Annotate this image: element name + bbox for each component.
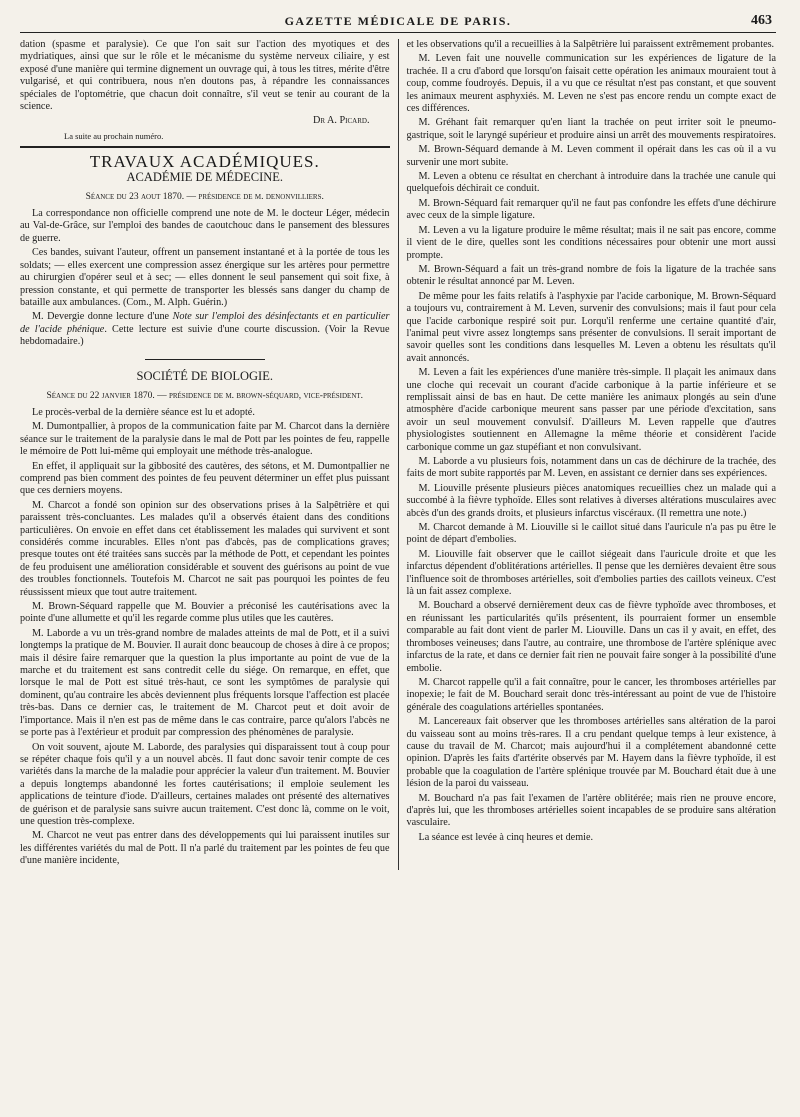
paragraph: M. Brown-Séquard demande à M. Leven comment il opérait dans les cas où il a vu survenir une mort subite.: [406, 144, 776, 168]
paragraph: M. Bouchard n'a pas fait l'examen de l'artère oblitérée; mais rien ne prouve encore, d'après lui, que les thromboses artérielles soient incapables de se produire sans altération vasculaire.: [406, 792, 776, 829]
continued-note: La suite au prochain numéro.: [64, 130, 164, 141]
paragraph: et les observations qu'il a recueillies à la Salpêtrière lui paraissent extrêmement probantes.: [406, 39, 775, 50]
author-signature: Dr A. Picard.: [313, 115, 370, 127]
divider: [145, 359, 265, 360]
running-head: [20, 10, 776, 33]
paragraph: M. Gréhant fait remarquer qu'en liant la trachée on peut irriter soit le pneumo-gastrique, soit le laryngé supérieur et produire ainsi un arrêt des mouvements respiratoires.: [406, 117, 776, 141]
paragraph: On voit souvent, ajoute M. Laborde, des paralysies qui disparaissent tout à coup pour se répéter chaque fois qu'il y a un nouvel abcès. Il faut donc savoir tenir compte de ces variétés dans la marche de la maladie pour apprécier la valeur d'un traitement. M. Bouvier a depuis longtemps abandonné les fortes cautérisations; il emploie seulement les applications de teinture d'iode. D'ailleurs, certaines malades ont présenté des alternatives de guérison et de paralysie sans suivre aucun traitement. C'est donc là, comme on le voit, une question très-complexe.: [20, 741, 390, 827]
paragraph: M. Devergie donne lecture d'une Note sur l'emploi des désinfectants et en particulier de l'acide phénique. Cette lecture est suivie d'une courte discussion. (Voir la Revue hebdomadaire.): [20, 311, 390, 348]
societe-title: SOCIÉTÉ DE BIOLOGIE.: [136, 368, 273, 383]
paragraph: M. Laborde a vu plusieurs fois, notamment dans un cas de déchirure de la trachée, des faits de mort subite rapportés par M. Leven, en assistant ce dernier dans ses expériences.: [406, 456, 776, 480]
paragraph: En effet, il appliquait sur la gibbosité des cautères, des sétons, et M. Dumontpallier ne comprend pas bien comment des pointes de feu peuvent déterminer un effet plus puissant que ces derniers moyens.: [20, 460, 390, 497]
paragraph: M. Liouville présente plusieurs pièces anatomiques recueillies chez un malade qui a succombé à la fièvre typhoïde. Elles sont relatives à diverses altérations musculaires avec abcès d'un des grands droits, et plusieurs infarctus viscéraux. (Il remettra une note.): [406, 482, 776, 519]
paragraph: M. Lancereaux fait observer que les thromboses artérielles sans altération de la paroi du vaisseau sont au moins très-rares. Il a cru pendant quelque temps à leur existence, à cause du travail de M. Charcot; mais aujourd'hui il a complétement abandonné cette opinion. D'après les faits d'artérite observés par M. Hayem dans la fièvre typhoïde, il est probable que la coagulation de l'artère splénique trouvée par M. Bouchard était due à une lésion de la paroi du vaisseau.: [406, 716, 776, 790]
paragraph: M. Dumontpallier, à propos de la communication faite par M. Charcot dans la dernière séance sur le traitement de la paralysie dans le mal de Pott par les pointes de feu, rappelle le mémoire de Pott lui-même qui employait une méthode très-analogue.: [20, 421, 390, 458]
paragraph: M. Bouchard a observé dernièrement deux cas de fièvre typhoïde avec thromboses, et en réunissant les particularités qu'ils présentent, ils pourraient former un ensemble comparable au fait dont vient de parler M. Liouville. Dans un cas il y avait, en effet, des thromboses veineuses; dans l'autre, au contraire, une thrombose de l'artère splénique avec infarctus de la rate, et dans ce dernier fait rien ne pouvait faire songer à la possibilité d'une embolie.: [406, 600, 776, 674]
paragraph: Ces bandes, suivant l'auteur, offrent un pansement instantané et à la portée de tous les soldats; — elles exercent une compression assez énergique sur les artères pour permettre au chirurgien d'opérer seul et à sec; — elles donnent le seul pansement qui soit fixe, à pression constante, et qui permette de transporter les blessés sans danger du champ de bataille aux ambulances. (Com., M. Alph. Guérin.): [20, 247, 390, 308]
academie-session: Séance du 23 aout 1870. — présidence de m. denonvilliers.: [85, 192, 324, 203]
right-column: [399, 39, 777, 870]
review-conclusion: dation (spasme et paralysie). Ce que l'on sait sur l'action des myotiques et des mydriatiques, ainsi que sur le rôle et le mécanisme du système nerveux ciliaire, y est exposé d'une manière qui termine dignement un ouvrage qui, à tous les titres, mérite d'être vulgarisé, et qui contribuera, nous n'en doutons pas, à répandre les connaissances spéciales de l'optométrie, que chacun doit connaître, s'il veut se tenir au courant de la science.: [20, 39, 390, 113]
paragraph: M. Leven a vu la ligature produire le même résultat; mais il ne sait pas encore, comme il vient de le dire, quelles sont les conditions nécessaires pour obtenir une mort aussi prompte.: [406, 224, 776, 261]
page-number: 463: [751, 13, 772, 28]
paragraph: M. Brown-Séquard rappelle que M. Bouvier a préconisé les cautérisations avec la pointe d'une allumette et qu'il les regarde comme plus utiles que les cautères.: [20, 601, 390, 625]
paragraph: De même pour les faits relatifs à l'asphyxie par l'acide carbonique, M. Brown-Séquard a toujours vu, contrairement à M. Leven, survenir des convulsions; mais il faut pour cela que l'acide carbonique respiré soit pur. Lorqu'il renferme une certaine quantité d'air, l'animal peut vivre assez longtemps sans présenter de convulsions. Il serait important de savoir quelles sont les conditions dans lesquelles M. Leven a obtenu les résultats qu'il avait annoncés.: [406, 290, 776, 364]
paragraph: M. Leven fait une nouvelle communication sur les expériences de ligature de la trachée. Il a cru d'abord que lorsqu'on faisait cette opération les animaux mouraient tout à coup, comme foudroyés. Depuis, il a vu que ce résultat n'est pas constant, et que souvent les animaux meurent asphyxiés. M. Leven ne s'est pas encore rendu un compte exact de ces différences.: [406, 53, 776, 115]
paragraph: M. Charcot ne veut pas entrer dans des développements qui lui paraissent inutiles sur les différentes variétés du mal de Pott. Il n'a parlé du traitement par les pointes de feu que d'une manière incidente,: [20, 830, 390, 867]
paragraph: La correspondance non officielle comprend une note de M. le docteur Léger, médecin au Val-de-Grâce, sur l'emploi des bandes de caoutchouc dans le pansement des blessures de guerre.: [20, 208, 390, 244]
journal-title: GAZETTE MÉDICALE DE PARIS.: [284, 14, 512, 28]
paragraph: M. Brown-Séquard a fait un très-grand nombre de fois la ligature de la trachée sans obtenir le résultat annoncé par M. Leven.: [406, 263, 776, 288]
closing-line: La séance est levée à cinq heures et demie.: [418, 831, 594, 843]
text-columns: [20, 39, 776, 870]
paragraph: M. Charcot a fondé son opinion sur des observations prises à la Salpêtrière et qui paraissent très-concluantes. Les malades qu'il a observés étaient dans des conditions particulières. On envoie en effet dans cet établissement les malades qui survivent et sont considérés comme incurables. Elles n'ont pas d'abcès, pas de complications graves; presque toutes ont été traitées sans succès par la méthode de Pott, et cependant les pointes de feu produisent une amélioration considérable et souvent des guérisons au point de vue des troubles fonctionnels. Toutefois M. Charcot ne sait pas pourquoi les pointes de feu réussissent mieux que tout autre traitement.: [20, 499, 390, 598]
paragraph: M. Charcot rappelle qu'il a fait connaître, pour le cancer, les thromboses artérielles par inopexie; le fait de M. Bouchard serait donc très-intéressant au point de vue de l'histoire générale des coagulations artérielles spontanées.: [406, 676, 776, 713]
paragraph: Le procès-verbal de la dernière séance est lu et adopté.: [32, 406, 255, 418]
paragraph: M. Leven a fait les expériences d'une manière très-simple. Il plaçait les animaux dans une cloche qui recevait un courant d'acide carbonique à la partie inférieure et se remplissait ainsi de bas en haut. De cette manière les animaux plongés au sein d'une atmosphère d'acide carbonique meurent sans passer par une période d'excitation, sans avoir un seul mouvement convulsif. D'ailleurs M. Leven rappelle que d'autres physiologistes soutiennent en Allemagne la même théorie et considèrent l'acide carbonique comme un gaz stupéfiant et non convulsivant.: [406, 367, 776, 453]
paragraph: M. Leven a obtenu ce résultat en cherchant à introduire dans la trachée une canule qui quelquefois déchirait ce conduit.: [406, 171, 776, 195]
paragraph: M. Brown-Séquard fait remarquer qu'il ne faut pas confondre les effets d'une déchirure avec ceux de la simple ligature.: [406, 197, 776, 222]
paragraph: M. Liouville fait observer que le caillot siégeait dans l'auricule droite et que les infarctus dépendent d'oblitérations artérielles. Il pense que les dernières devaient être sous l'influence soit de thromboses artérielles, soit d'embolies parties des caillots veineux. C'est là un fait assez complexe.: [406, 548, 776, 598]
section-rule: [20, 146, 390, 148]
societe-session: Séance du 22 janvier 1870. — présidence de m. brown-séquard, vice-président.: [46, 390, 364, 401]
left-column: [20, 39, 399, 870]
paragraph: M. Charcot demande à M. Liouville si le caillot situé dans l'auricule n'a pas pu être le point de départ d'embolies.: [406, 522, 776, 546]
section-title-travaux: TRAVAUX ACADÉMIQUES.: [89, 152, 320, 172]
paragraph: M. Laborde a vu un très-grand nombre de malades atteints de mal de Pott, et il a suivi longtemps la pratique de M. Bouvier. Il aurait donc beaucoup de choses à dire à ce propos; mais il désire faire remarquer que la question la plus importante au point de vue de la marche et du traitement est sans contredit celle du siége. On remarque, en effet, que lorsque le mal de Pott est situé très-haut, ce sont les symptômes de paralysie qui dominent, qu'au contraire les abcès deviennent plus fréquents lorsque l'affection est placée très-bas. Dans ce dernier cas, le traitement de M. Charcot peut et doit avoir de l'importance. Mais il n'en est pas de même dans le cas contraire, parce qu'alors l'abcès ne se porte pas à l'extérieur et produit par compression des phénomènes de paralysie.: [20, 627, 390, 739]
academie-title: ACADÉMIE DE MÉDECINE.: [126, 169, 284, 184]
